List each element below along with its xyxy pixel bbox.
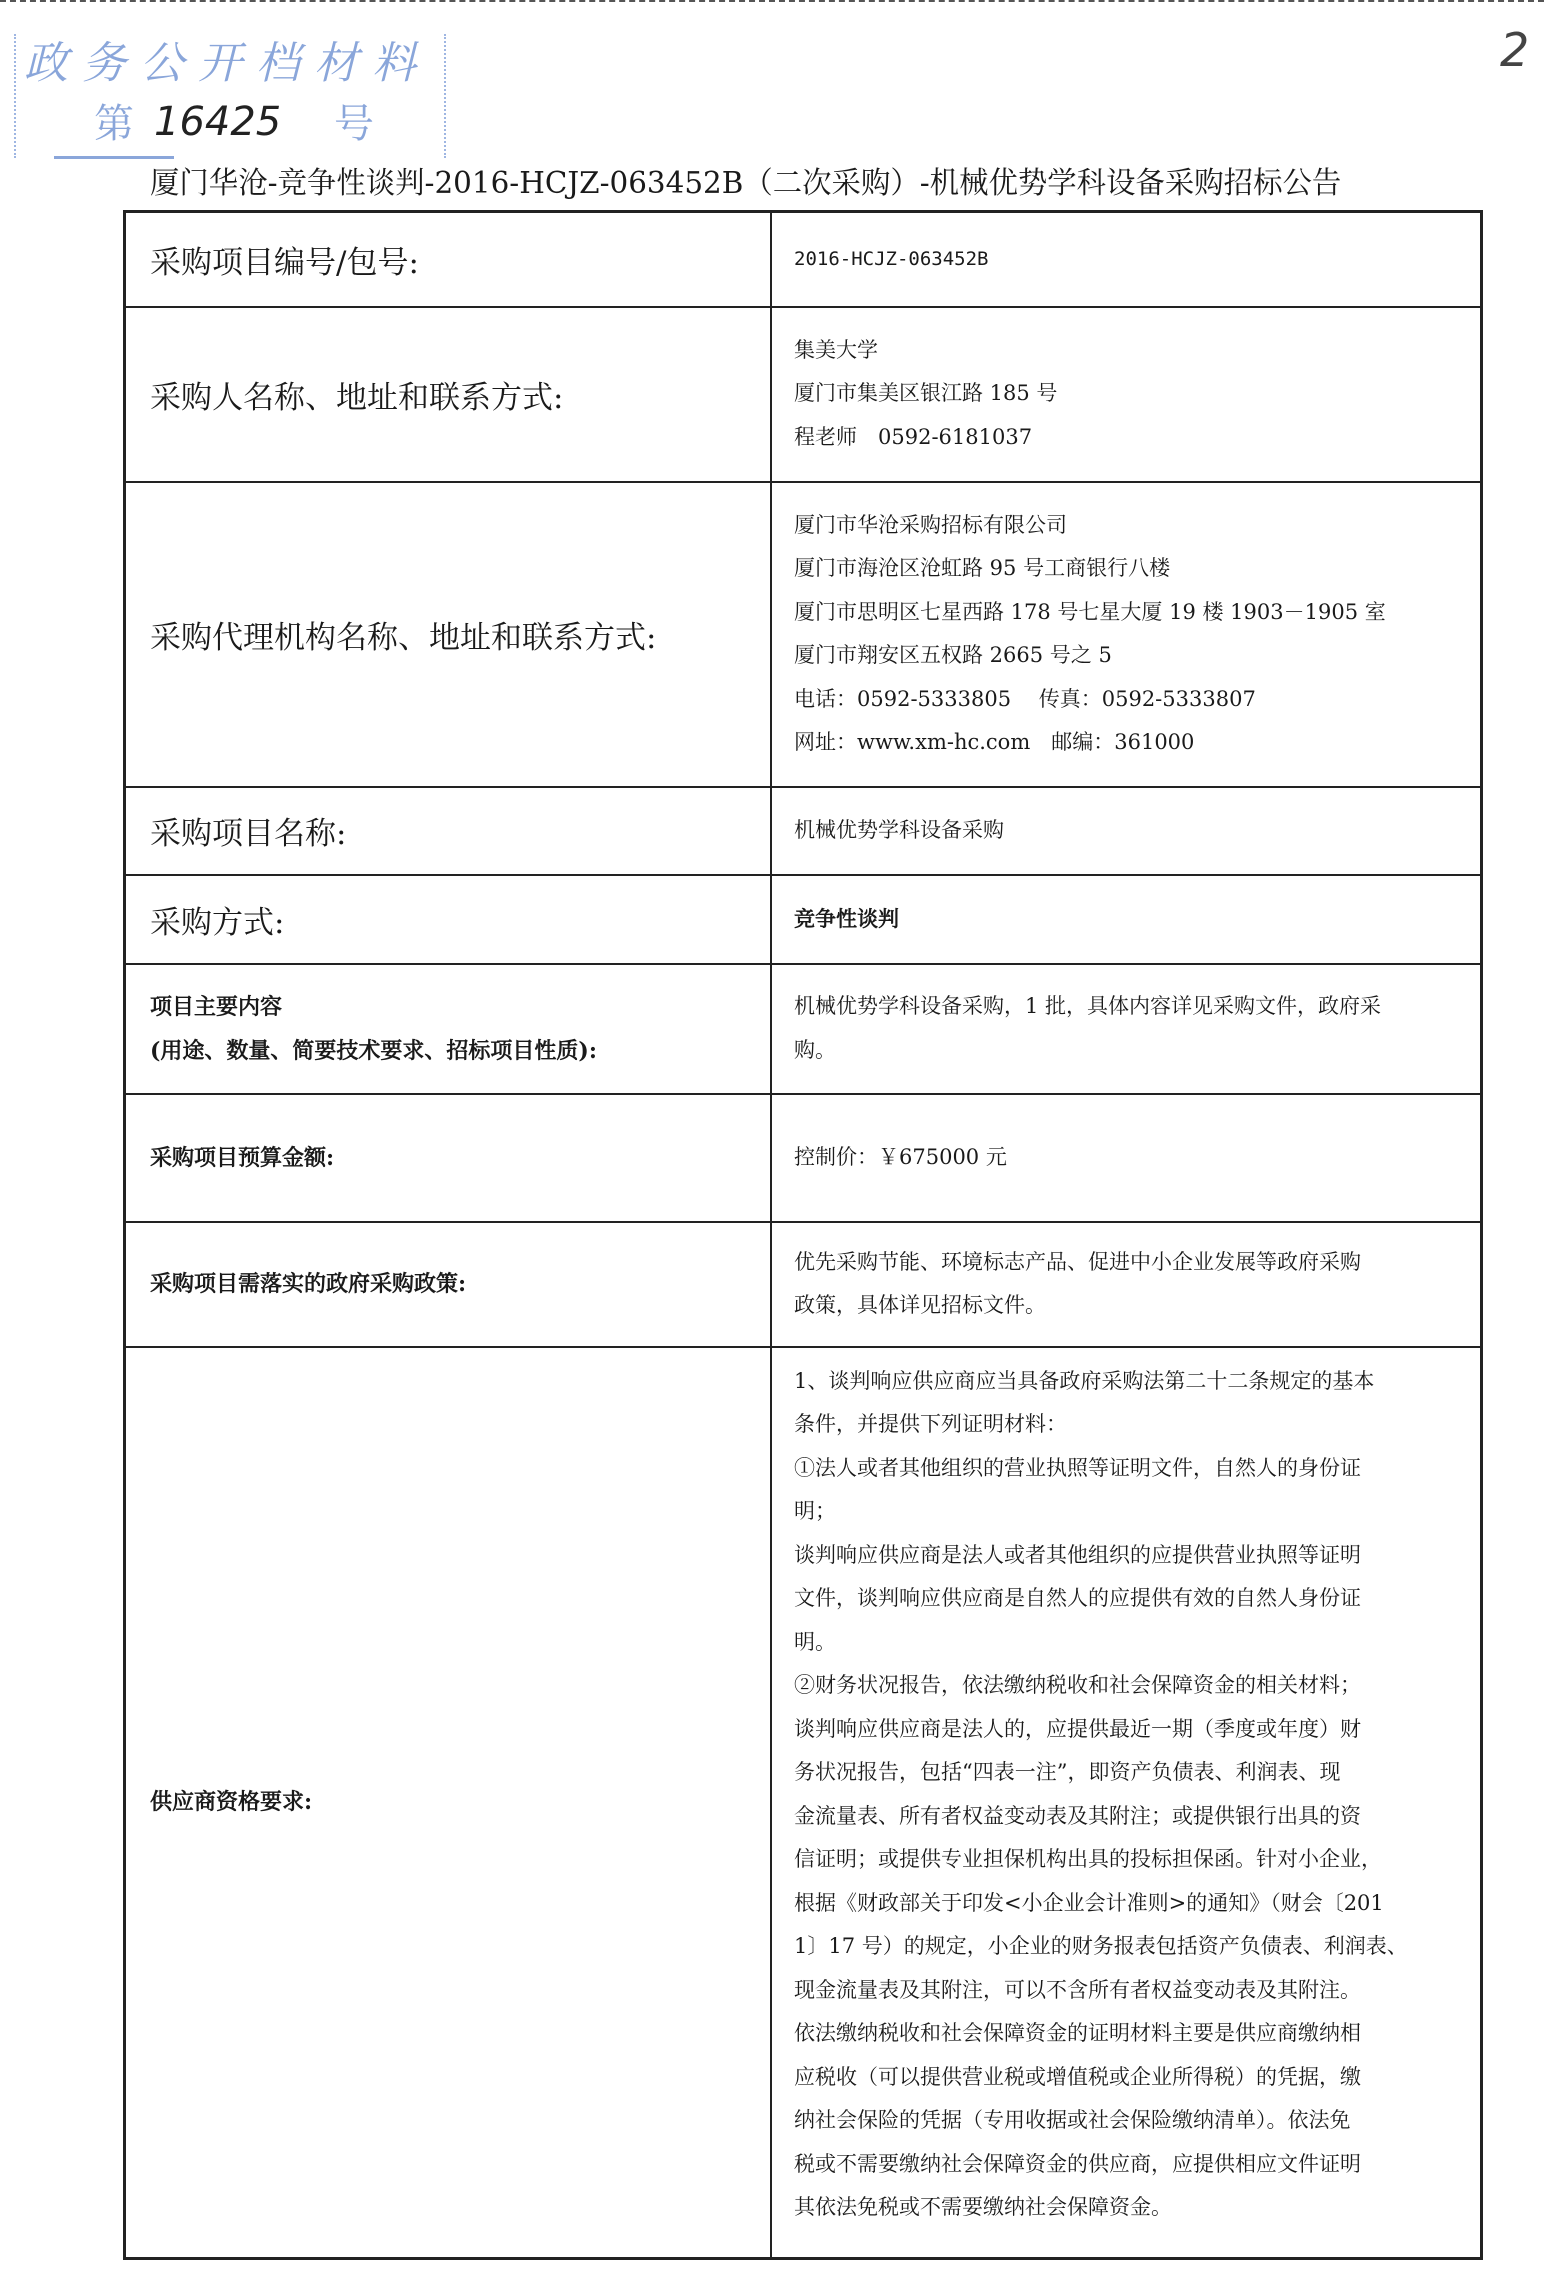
value-line: 网址：www.xm-hc.com 邮编：361000	[794, 730, 1195, 754]
table-row	[125, 482, 1482, 787]
value-line: 厦门市海沧区沧虹路 95 号工商银行八楼	[794, 556, 1171, 580]
row-value	[771, 1347, 1482, 2259]
value-line: 电话：0592-5333805 传真：0592-5333807	[794, 686, 1256, 711]
value-line: ①法人或者其他组织的营业执照等证明文件，自然人的身份证	[794, 1455, 1361, 1480]
value-line: 厦门市翔安区五权路 2665 号之 5	[794, 643, 1112, 667]
stamp-text: 政务公开档材料	[24, 38, 430, 89]
row-value	[771, 1222, 1482, 1347]
document-title: 厦门华沧-竞争性谈判-2016-HCJZ-063452B（二次采购）-机械优势学科设备采购招标公告	[150, 166, 1342, 201]
value-line: 政策，具体详见招标文件。	[794, 1293, 1046, 1317]
value-line: 2016-HCJZ-063452B	[794, 247, 989, 270]
table-row	[125, 307, 1482, 482]
table-row	[125, 964, 1482, 1094]
row-label: 采购项目需落实的政府采购政策:	[125, 1222, 772, 1347]
value-line: 税或不需要缴纳社会保障资金的供应商，应提供相应文件证明	[794, 2151, 1361, 2176]
value-line: ②财务状况报告，依法缴纳税收和社会保障资金的相关材料；	[794, 1673, 1361, 1697]
value-line: 纳社会保险的凭据（专用收据或社会保险缴纳清单）。依法免	[794, 2108, 1351, 2132]
value-line: 金流量表、所有者权益变动表及其附注；或提供银行出具的资	[794, 1803, 1361, 1828]
value-line: 机械优势学科设备采购	[794, 817, 1004, 842]
value-line: 购。	[794, 1037, 836, 1062]
table-row	[125, 875, 1482, 964]
table-row	[125, 787, 1482, 875]
value-line: 谈判响应供应商是法人的，应提供最近一期（季度或年度）财	[794, 1716, 1361, 1741]
row-label: 采购项目名称:	[125, 787, 772, 875]
handwritten-page-number: 2	[1500, 23, 1530, 77]
row-label: 采购人名称、地址和联系方式:	[125, 307, 772, 482]
value-line: 厦门市思明区七星西路 178 号七星大厦 19 楼 1903－1905 室	[794, 599, 1386, 624]
value-line: 集美大学	[794, 337, 878, 362]
value-line: 机械优势学科设备采购，1 批，具体内容详见采购文件，政府采	[794, 994, 1382, 1018]
archive-stamp	[14, 34, 444, 160]
table-row	[125, 1094, 1482, 1222]
value-line: 应税收（可以提供营业税或增值税或企业所得税）的凭据，缴	[794, 2064, 1361, 2089]
stamp-number: 16425	[154, 99, 282, 145]
stamp-underline	[54, 156, 174, 159]
value-line: 其依法免税或不需要缴纳社会保障资金。	[794, 2195, 1172, 2219]
row-label	[125, 964, 772, 1094]
value-line: 条件，并提供下列证明材料：	[794, 1412, 1067, 1436]
value-line: 谈判响应供应商是法人或者其他组织的应提供营业执照等证明	[794, 1542, 1361, 1567]
value-line: 明。	[794, 1629, 836, 1654]
value-line: 厦门市华沧采购招标有限公司	[794, 512, 1067, 537]
table-row	[125, 1347, 1482, 2259]
value-line: 厦门市集美区银江路 185 号	[794, 381, 1058, 406]
value-line: 优先采购节能、环境标志产品、促进中小企业发展等政府采购	[794, 1249, 1361, 1274]
value-line: 务状况报告，包括“四表一注”，即资产负债表、利润表、现	[794, 1760, 1341, 1784]
value-line: 1、谈判响应供应商应当具备政府采购法第二十二条规定的基本	[794, 1368, 1375, 1393]
row-label: 采购项目编号/包号:	[125, 212, 772, 307]
value-line: 1〕17 号）的规定，小企业的财务报表包括资产负债表、利润表、	[794, 1934, 1408, 1958]
value-line: 明；	[794, 1499, 836, 1523]
announcement-table	[123, 210, 1483, 2260]
row-value	[771, 787, 1482, 875]
stamp-prefix: 第	[94, 101, 134, 147]
value-line: 信证明；或提供专业担保机构出具的投标担保函。针对小企业，	[794, 1847, 1382, 1871]
value-line: 现金流量表及其附注，可以不含所有者权益变动表及其附注。	[794, 1977, 1361, 2002]
row-label: 采购代理机构名称、地址和联系方式:	[125, 482, 772, 787]
value-line: 根据《财政部关于印发<小企业会计准则>的通知》（财会〔201	[794, 1890, 1384, 1915]
row-value	[771, 875, 1482, 964]
row-label: 采购方式:	[125, 875, 772, 964]
row-value	[771, 307, 1482, 482]
label-line: 项目主要内容	[150, 993, 283, 1020]
value-line: 依法缴纳税收和社会保障资金的证明材料主要是供应商缴纳相	[794, 2021, 1361, 2045]
value-line: 控制价：￥675000 元	[794, 1144, 1007, 1169]
value-line: 竞争性谈判	[794, 906, 899, 932]
row-value	[771, 964, 1482, 1094]
label-line: (用途、数量、简要技术要求、招标项目性质):	[150, 1037, 597, 1064]
value-line: 文件，谈判响应供应商是自然人的应提供有效的自然人身份证	[794, 1586, 1361, 1610]
row-label: 采购项目预算金额:	[125, 1094, 772, 1222]
table-row	[125, 1222, 1482, 1347]
value-line: 程老师 0592-6181037	[794, 424, 1033, 449]
table-row	[125, 212, 1482, 307]
scan-edge	[0, 0, 1544, 5]
row-label: 供应商资格要求:	[125, 1347, 772, 2259]
row-value	[771, 1094, 1482, 1222]
stamp-suffix: 号	[334, 101, 374, 147]
row-value	[771, 212, 1482, 307]
row-value	[771, 482, 1482, 787]
